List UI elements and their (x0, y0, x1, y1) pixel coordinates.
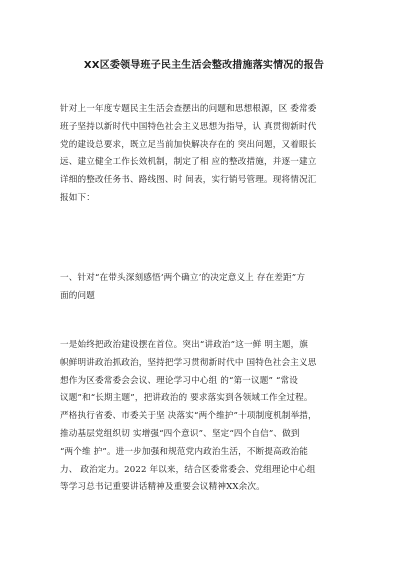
paragraph-line: 党的建设总要求，既立足当前加快解决存在的 突出问题，又着眼长 (60, 139, 317, 150)
body-paragraph (60, 337, 356, 497)
paragraph-line: 想作为区委常委会会议、理论学习中心组 的“第一议题” “常设 (60, 375, 298, 386)
paragraph-line: 等学习总书记重要讲话精神及重要会议精神XX余次。 (60, 482, 265, 493)
paragraph-line: 一是始终把政治建设摆在首位。突出“讲政治”这一鲜 明主题，旗 (60, 340, 309, 350)
paragraph-line: 远、建立健全工作长效机制，制定了相 应的整改措施，并逐一建立 (60, 157, 317, 168)
paragraph-line: 班子坚持以新时代中国特色社会主义思想为指导，认 真贯彻新时代 (60, 121, 317, 132)
paragraph-line: 报如下： (60, 192, 95, 203)
intro-paragraph (60, 101, 356, 208)
paragraph-line: 议题”和“长期主题”，把讲政治的 要求落实到各领域工作全过程。 (60, 393, 313, 404)
section-heading (60, 270, 356, 306)
heading-line: 一、针对“在带头深刻感悟‘两个确立’的决定意义上 存在差距”方 (60, 273, 306, 283)
paragraph-line: 帜鲜明讲政治抓政治，坚持把学习贯彻新时代中 国特色社会主义思 (60, 357, 317, 368)
document-title: XX区委领导班子民主生活会整改措施落实情况的报告 (83, 60, 325, 71)
paragraph-line: 力、 政治定力。2022 年以来，结合区委常委会、党组理论中心组 (60, 464, 316, 475)
heading-line: 面的问题 (60, 290, 95, 301)
paragraph-line: 详细的整改任务书、路线图、时 间表，实行销号管理。现将情况汇 (60, 175, 317, 186)
paragraph-line: 推动基层党组织切 实增强“四个意识”、坚定“四个自信”、做到 (60, 428, 300, 439)
paragraph-line: 严格执行省委、市委关于坚 决落实“两个维护”十项制度机制举措， (60, 411, 317, 422)
paragraph-line: “两个维 护”。进一步加强和规范党内政治生活，不断提高政治能 (60, 446, 309, 457)
paragraph-line: 针对上一年度专题民主生活会查摆出的问题和思想根源，区 委常委 (60, 104, 317, 114)
